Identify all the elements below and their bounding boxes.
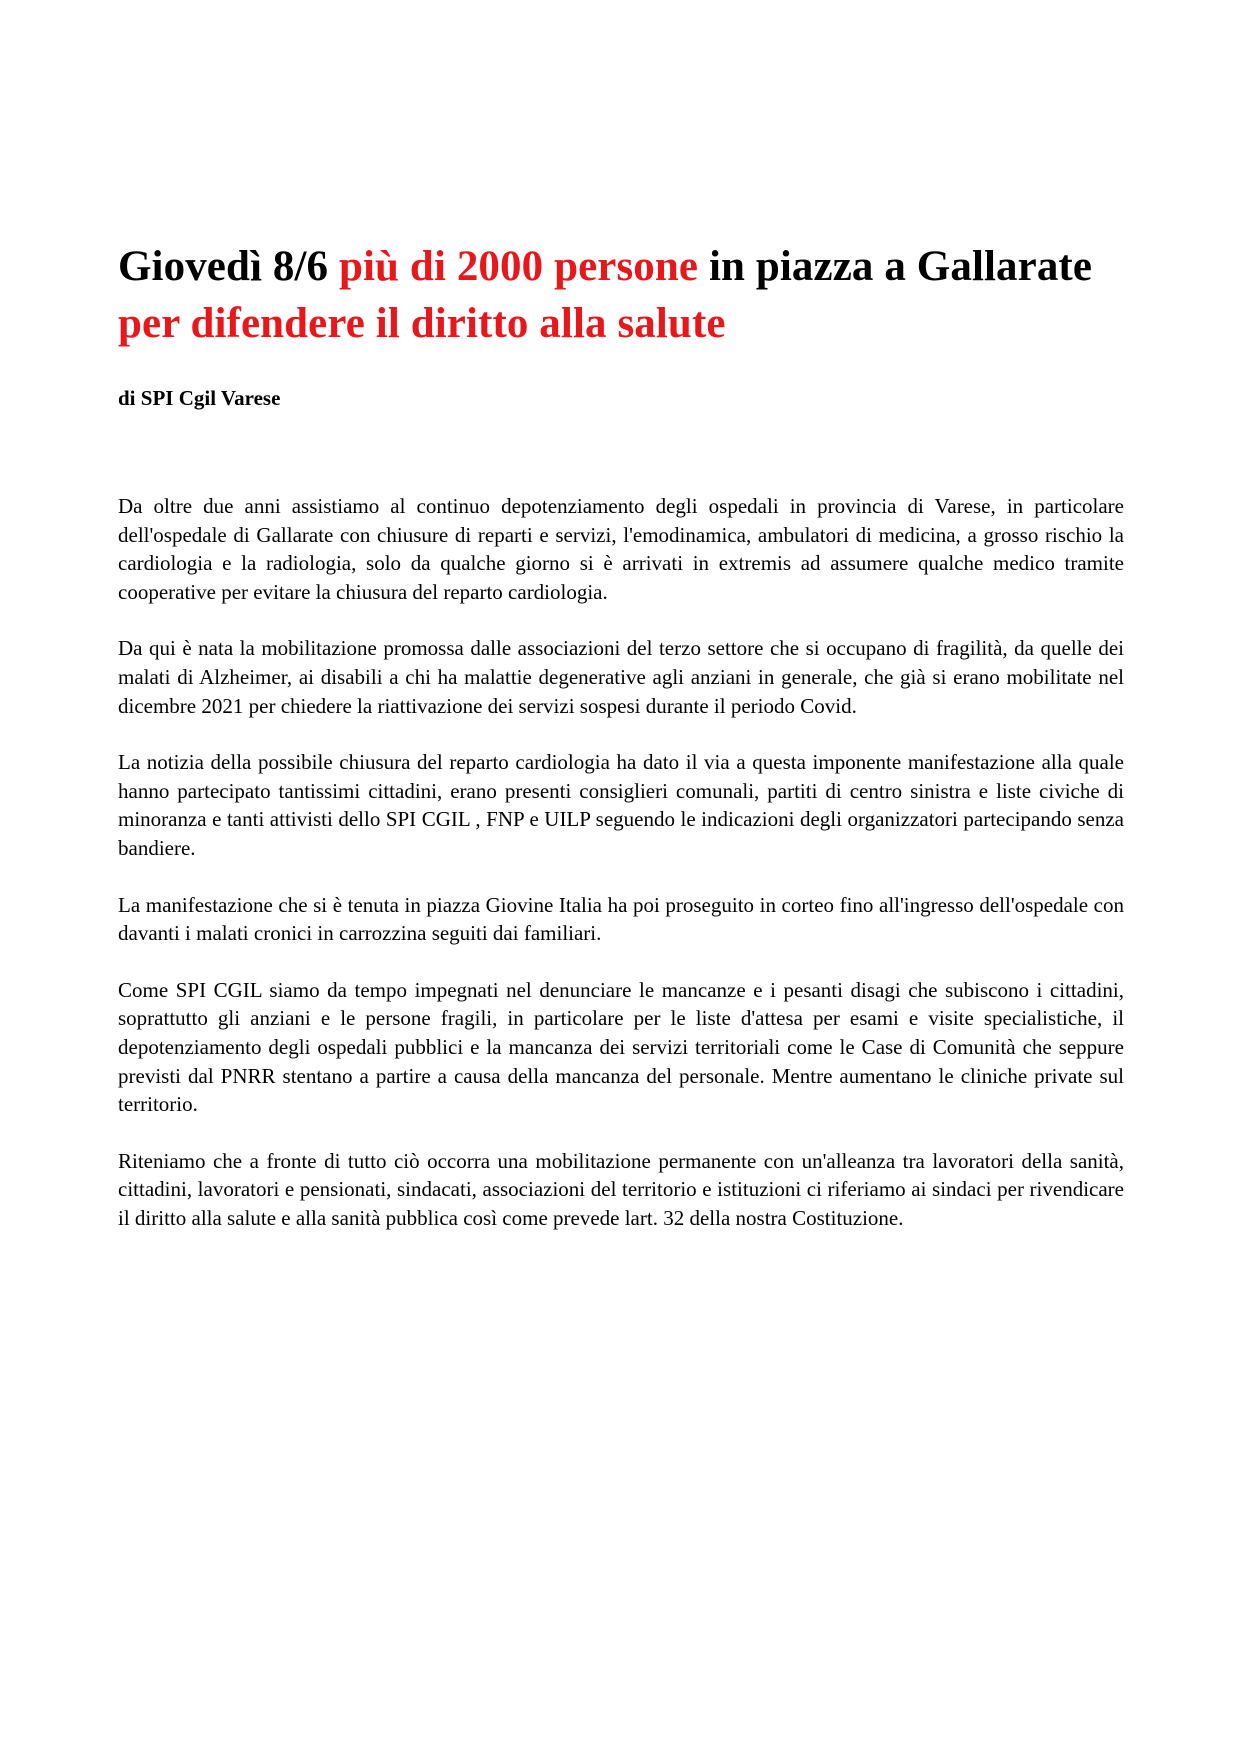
title-highlight-2: per difendere il diritto alla salute xyxy=(118,300,726,347)
paragraph: Da qui è nata la mobilitazione promossa dalle associazioni del terzo settore che si occupano di fragilità, da quelle dei malati di Alzheimer, ai disabili a chi ha malattie degenerative agli anziani in generale, che già si erano mobilitate nel dicembre 2021 per chiedere la riattivazione dei servizi sospesi durante il periodo Covid. xyxy=(118,636,1124,718)
paragraph: La notizia della possibile chiusura del reparto cardiologia ha dato il via a questa imponente manifestazione alla quale hanno partecipato tantissimi cittadini, erano presenti consiglieri comunali, partiti di centro sinistra e liste civiche di minoranza e tanti attivisti dello SPI CGIL , FNP e UILP seguendo le indicazioni degli organizzatori partecipando senza bandiere. xyxy=(118,750,1124,860)
paragraph: Da oltre due anni assistiamo al continuo depotenziamento degli ospedali in provincia di Varese, in particolare dell'ospedale di Gallarate con chiusure di reparti e servizi, l'emodinamica, ambulatori di medicina, a grosso rischio la cardiologia e la radiologia, solo da qualche giorno si è arrivati in extremis ad assumere qualche medico tramite cooperative per evitare la chiusura del reparto cardiologia. xyxy=(118,494,1124,604)
title-highlight-1: più di 2000 persone xyxy=(339,243,699,290)
article-body xyxy=(118,492,1124,1232)
paragraph: Riteniamo che a fronte di tutto ciò occorra una mobilitazione permanente con un'alleanza tra lavoratori della sanità, cittadini, lavoratori e pensionati, sindacati, associazioni del territorio e istituzioni ci riferiamo ai sindaci per rivendicare il diritto alla salute e alla sanità pubblica così come prevede lart. 32 della nostra Costituzione. xyxy=(118,1148,1124,1230)
article-title xyxy=(118,238,1124,352)
document-page xyxy=(118,238,1124,1260)
paragraph: La manifestazione che si è tenuta in piazza Giovine Italia ha poi proseguito in corteo fino all'ingresso dell'ospedale con davanti i malati cronici in carrozzina seguiti dai familiari. xyxy=(118,892,1124,946)
article-author: di SPI Cgil Varese xyxy=(118,386,281,410)
title-part-1: Giovedì 8/6 xyxy=(118,243,339,290)
paragraph: Come SPI CGIL siamo da tempo impegnati nel denunciare le mancanze e i pesanti disagi che subiscono i cittadini, soprattutto gli anziani e le persone fragili, in particolare per le liste d'attesa per esami e visite specialistiche, il depotenziamento degli ospedali pubblici e la mancanza dei servizi territoriali come le Case di Comunità che seppure previsti dal PNRR stentano a partire a causa della mancanza del personale. Mentre aumentano le cliniche private sul territorio. xyxy=(118,977,1124,1117)
title-part-3: in piazza a Gallarate xyxy=(698,243,1093,290)
